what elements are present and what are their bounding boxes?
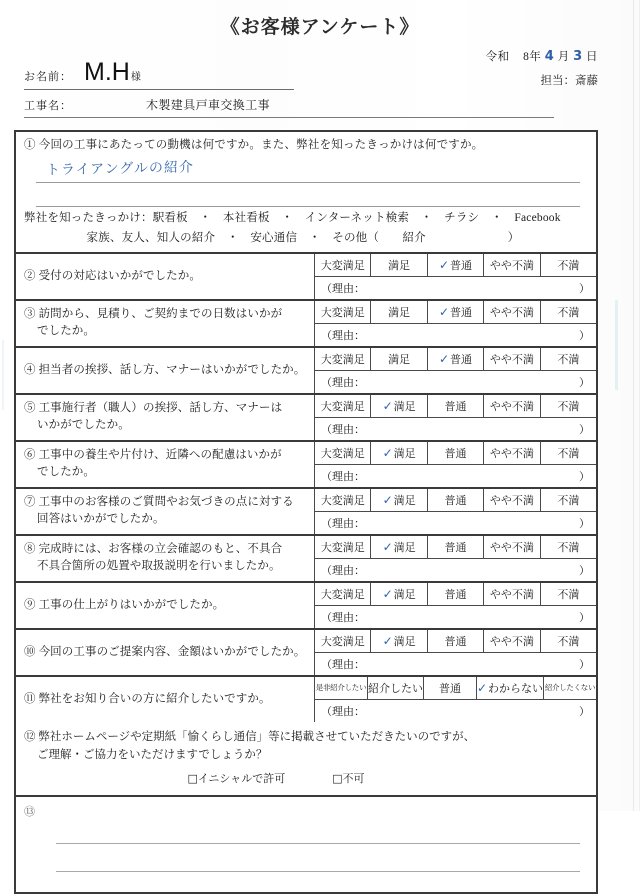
rating-option-1[interactable] [315, 301, 371, 323]
rating-option-5[interactable] [541, 395, 596, 417]
rating-option-label: 不満 [557, 588, 580, 601]
rating-question-④ [16, 348, 315, 393]
reason-close-paren: ） [579, 705, 590, 718]
rating-option-label: 紹介したい [367, 682, 423, 695]
rating-option-5[interactable] [541, 254, 596, 276]
rating-option-label: 大変満足 [320, 306, 365, 319]
answer-rule-1 [36, 182, 580, 183]
reason-close-paren: ） [579, 423, 590, 436]
reason-close-paren: ） [579, 376, 590, 389]
rating-row [16, 677, 596, 722]
rating-option-3[interactable] [428, 536, 484, 558]
referral-options-line-2: 家族、友人、知人の紹介 ・ 安心通信 ・ その他（ 紹介 ） [86, 231, 520, 244]
rating-option-label: 普通 [450, 306, 473, 319]
question-line-2: 不具合箇所の処置や取扱説明を行いましたか。 [37, 560, 281, 573]
rating-options-row [315, 301, 596, 324]
rating-row [16, 254, 596, 301]
rating-row [16, 348, 596, 395]
rating-option-3[interactable] [424, 677, 477, 699]
rating-option-2[interactable] [371, 536, 427, 558]
scan-edge-artifact [633, 0, 634, 811]
rating-options-group [315, 630, 596, 675]
rating-option-label: 普通 [444, 635, 467, 648]
rating-option-3[interactable] [428, 254, 484, 276]
question-13-block[interactable] [16, 797, 596, 892]
rating-option-4[interactable] [484, 583, 540, 605]
page-title: 《お客様アンケート》 [220, 17, 420, 38]
rating-option-label: 普通 [444, 447, 467, 460]
rating-option-2[interactable] [371, 442, 427, 464]
rating-option-1[interactable] [315, 536, 371, 558]
honorific-suffix: 様 [130, 72, 141, 83]
work-name-value: 木製建具戸車交換工事 [146, 98, 271, 112]
reason-field[interactable] [315, 418, 596, 440]
rating-option-4[interactable] [484, 301, 540, 323]
rating-question-③ [16, 301, 315, 346]
reason-close-paren: ） [579, 564, 590, 577]
question-12-line-1: ⑫ 弊社ホームページや定期紙「愉くらし通信」等に掲載させていただきたいのですが、 [24, 730, 476, 743]
rating-option-2[interactable] [371, 301, 427, 323]
question-13-rule-1 [56, 843, 580, 844]
reason-field[interactable] [315, 653, 596, 675]
rating-option-label: 紹介したくない [544, 683, 596, 693]
question-line-2: 回答はいかがでしたか。 [37, 513, 165, 526]
rating-option-label: やや不満 [489, 447, 534, 460]
rating-option-label: やや不満 [489, 541, 534, 554]
rating-options-row [315, 536, 596, 559]
question-line-1: ② 受付の対応はいかがでしたか。 [24, 269, 201, 282]
question-line-2: いかがでしたか。 [37, 419, 130, 432]
check-icon: ✓ [438, 257, 450, 272]
rating-option-1[interactable] [315, 348, 371, 370]
question-1-block [16, 132, 596, 254]
rating-option-4[interactable] [484, 395, 540, 417]
check-icon: ✓ [382, 539, 393, 554]
rating-option-label: やや不満 [489, 635, 534, 648]
check-icon: ✓ [476, 680, 488, 695]
rating-options-group [315, 395, 596, 440]
rating-question-⑨ [16, 583, 315, 628]
reason-close-paren: ） [579, 282, 590, 295]
rating-option-5[interactable] [541, 348, 596, 370]
rating-option-label: 大変満足 [320, 353, 365, 366]
rating-option-5[interactable] [544, 677, 596, 699]
question-line-1: ⑪ 弊社をお知り合いの方に紹介したいですか。 [24, 692, 271, 705]
rating-option-label: 不満 [557, 306, 580, 319]
rating-row [16, 536, 596, 583]
question-1-answer-area[interactable] [24, 156, 588, 208]
customer-name-row [24, 60, 324, 85]
rating-option-label: 大変満足 [320, 447, 365, 460]
rating-option-label: 大変満足 [320, 494, 365, 507]
rating-option-label: 満足 [388, 259, 411, 272]
rating-options-row [315, 348, 596, 371]
rating-row [16, 301, 596, 348]
date-line [486, 48, 598, 64]
reason-label: （理由： [321, 329, 365, 342]
question-line-2: でしたか。 [37, 466, 95, 479]
rating-option-2[interactable] [371, 583, 427, 605]
rating-option-label: 満足 [388, 353, 411, 366]
rating-options-row [315, 395, 596, 418]
rating-option-label: やや不満 [489, 353, 534, 366]
rating-option-2[interactable] [371, 489, 427, 511]
rating-option-label: 満足 [393, 541, 416, 554]
rating-option-label: やや不満 [489, 588, 534, 601]
date-day-handwritten: 3 [573, 49, 583, 64]
reason-close-paren: ） [579, 611, 590, 624]
rating-option-4[interactable] [484, 630, 540, 652]
rating-option-label: 不満 [557, 259, 580, 272]
check-icon: ✓ [382, 445, 393, 460]
rating-option-label: 満足 [393, 447, 416, 460]
question-line-1: ⑨ 工事の仕上がりはいかがでしたか。 [24, 598, 225, 611]
rating-option-1[interactable] [315, 489, 371, 511]
date-year: 8 [523, 51, 530, 63]
rating-option-3[interactable] [428, 301, 484, 323]
rating-option-2[interactable] [371, 348, 427, 370]
rating-options-row [315, 677, 596, 700]
rating-options-row [315, 583, 596, 606]
rating-option-2[interactable] [371, 630, 427, 652]
rating-row [16, 395, 596, 442]
reason-close-paren: ） [579, 658, 590, 671]
rating-option-label: 大変満足 [320, 635, 365, 648]
question-line-1: ⑥ 工事中の養生や片付け、近隣への配慮はいかが [24, 448, 282, 461]
rating-question-② [16, 254, 315, 299]
reason-label: （理由： [321, 470, 365, 483]
rating-option-1[interactable] [315, 395, 371, 417]
rating-option-label: 普通 [450, 353, 473, 366]
rating-question-⑦ [16, 489, 315, 534]
checkbox-not-permitted[interactable]: □不可 [332, 772, 365, 786]
question-1-handwritten-answer: トライアングルの紹介 [45, 158, 195, 179]
rating-option-3[interactable] [428, 395, 484, 417]
rating-option-label: 普通 [444, 588, 467, 601]
rating-option-5[interactable] [541, 301, 596, 323]
rating-option-1[interactable] [315, 254, 371, 276]
survey-form-box [14, 130, 598, 894]
rating-option-3[interactable] [428, 442, 484, 464]
question-line-1: ⑧ 完成時には、お客様の立会確認のもと、不具合 [24, 542, 283, 555]
reason-field[interactable] [315, 324, 596, 346]
reason-close-paren: ） [579, 517, 590, 530]
reason-field[interactable] [315, 465, 596, 487]
reason-label: （理由： [321, 705, 365, 718]
rating-option-label: 不満 [557, 400, 580, 413]
rating-question-⑩ [16, 630, 315, 675]
check-icon: ✓ [382, 398, 393, 413]
rating-option-5[interactable] [541, 630, 596, 652]
reason-field[interactable] [315, 277, 596, 299]
rating-option-1[interactable] [315, 630, 371, 652]
reason-label: （理由： [321, 376, 365, 389]
rating-options-row [315, 442, 596, 465]
rating-option-label: 不満 [557, 541, 580, 554]
reason-label: （理由： [321, 658, 365, 671]
rating-option-label: 大変満足 [320, 588, 365, 601]
rating-option-label: 満足 [393, 494, 416, 507]
rating-option-3[interactable] [428, 630, 484, 652]
reason-label: （理由： [321, 282, 365, 295]
rating-option-4[interactable] [477, 677, 544, 699]
rating-options-row [315, 254, 596, 277]
question-1-text: ① 今回の工事にあたっての動機は何ですか。また、弊社を知ったきっかけは何ですか。 [24, 139, 484, 151]
rating-option-label: 不満 [557, 635, 580, 648]
customer-name-label: お名前： [24, 71, 72, 83]
rating-row [16, 630, 596, 677]
rating-options-row [315, 489, 596, 512]
rating-option-3[interactable] [428, 348, 484, 370]
date-month-handwritten: 4 [544, 49, 555, 64]
rating-option-label: 是非紹介したい [315, 683, 367, 693]
year-unit: 年 [529, 51, 542, 63]
rating-row [16, 442, 596, 489]
rating-option-label: 大変満足 [320, 259, 365, 272]
question-13-rule-2 [56, 871, 580, 872]
rating-option-label: 普通 [444, 541, 467, 554]
reason-field[interactable] [315, 606, 596, 628]
rating-option-4[interactable] [484, 489, 540, 511]
question-1-options [24, 208, 588, 248]
rating-option-3[interactable] [428, 583, 484, 605]
name-underline [24, 89, 294, 90]
question-12-choices [24, 770, 588, 789]
rating-option-label: 普通 [444, 494, 467, 507]
checkbox-initial-permission[interactable]: □イニシャルで許可 [187, 772, 286, 786]
work-name-label: 工事名： [24, 100, 72, 112]
answer-rule-2 [36, 206, 580, 207]
rating-question-⑥ [16, 442, 315, 487]
question-line-1: ④ 担当者の挨拶、話し方、マナーはいかがでしたか。 [24, 363, 306, 376]
rating-option-1[interactable] [315, 442, 371, 464]
rating-option-label: 不満 [557, 353, 580, 366]
rating-question-⑧ [16, 536, 315, 581]
scan-tint-artifact [615, 300, 618, 390]
rating-options-group [315, 348, 596, 393]
reason-close-paren: ） [579, 470, 590, 483]
rating-options-group [315, 254, 596, 299]
rating-option-label: 大変満足 [320, 400, 365, 413]
rating-option-label: やや不満 [489, 259, 534, 272]
rating-option-1[interactable] [315, 583, 371, 605]
rating-option-2[interactable] [368, 677, 424, 699]
rating-option-2[interactable] [371, 395, 427, 417]
question-line-1: ⑩ 今回の工事のご提案内容、金額はいかがでしたか。 [24, 645, 306, 658]
reason-label: （理由： [321, 564, 365, 577]
question-12-line-2: ご理解・ご協力をいただけますでしょうか？ [37, 748, 268, 761]
rating-option-4[interactable] [484, 254, 540, 276]
rating-option-1[interactable] [315, 677, 368, 699]
rating-option-label: 普通 [444, 400, 467, 413]
question-12-block [16, 722, 596, 797]
rating-options-group [315, 489, 596, 534]
rating-option-label: 不満 [557, 494, 580, 507]
rating-option-4[interactable] [484, 348, 540, 370]
rating-option-label: 満足 [393, 635, 416, 648]
customer-name-value: M.H [84, 58, 130, 86]
month-unit: 月 [557, 51, 570, 63]
reason-label: （理由： [321, 517, 365, 530]
rating-options-row [315, 630, 596, 653]
question-line-1: ③ 訪問から、見積り、ご契約までの日数はいかが [24, 307, 283, 320]
rating-option-label: わからない [488, 682, 544, 695]
rating-options-group [315, 442, 596, 487]
rating-option-label: 満足 [393, 400, 416, 413]
rating-option-label: 普通 [450, 259, 473, 272]
reason-field[interactable] [315, 559, 596, 581]
reason-field[interactable] [315, 512, 596, 534]
rating-option-label: 普通 [438, 682, 461, 695]
reason-field[interactable] [315, 371, 596, 393]
rating-option-label: 大変満足 [320, 541, 365, 554]
question-line-2: でしたか。 [37, 325, 95, 338]
question-line-1: ⑦ 工事中のお客様のご質問やお気づきの点に対する [24, 495, 294, 508]
rating-option-label: 満足 [388, 306, 411, 319]
check-icon: ✓ [438, 351, 450, 366]
rating-option-5[interactable] [541, 536, 596, 558]
rating-option-label: 満足 [393, 588, 416, 601]
rating-row [16, 489, 596, 536]
rating-question-⑤ [16, 395, 315, 440]
rating-option-label: やや不満 [489, 306, 534, 319]
check-icon: ✓ [382, 492, 393, 507]
rating-option-5[interactable] [541, 442, 596, 464]
rating-option-4[interactable] [484, 536, 540, 558]
rating-option-label: やや不満 [489, 400, 534, 413]
check-icon: ✓ [382, 633, 393, 648]
rating-row [16, 583, 596, 630]
rating-option-2[interactable] [371, 254, 427, 276]
rating-options-group [315, 301, 596, 346]
rating-option-label: やや不満 [489, 494, 534, 507]
reason-label: （理由： [321, 423, 365, 436]
rating-options-group [315, 583, 596, 628]
question-line-1: ⑤ 工事施行者（職人）の挨拶、話し方、マナーは [24, 401, 283, 414]
check-icon: ✓ [438, 304, 450, 319]
check-icon: ✓ [382, 586, 393, 601]
scan-tint-artifact-left [2, 340, 4, 410]
rating-rows-container [16, 254, 596, 722]
reason-label: （理由： [321, 611, 365, 624]
rating-question-⑪ [16, 677, 315, 722]
work-underline [24, 117, 554, 118]
rating-options-group [315, 536, 596, 581]
work-name-row [24, 96, 354, 113]
era-label: 令和 [485, 51, 510, 63]
reason-close-paren: ） [579, 329, 590, 342]
referral-options-line-1: 弊社を知ったきっかけ：駅看板 ・ 本社看板 ・ インターネット検索 ・ チラシ ・ Facebook [24, 211, 561, 224]
day-unit: 日 [586, 51, 598, 63]
rating-option-label: 不満 [557, 447, 580, 460]
rating-option-3[interactable] [428, 489, 484, 511]
rating-option-4[interactable] [484, 442, 540, 464]
rating-option-5[interactable] [541, 583, 596, 605]
rating-options-group [315, 677, 596, 722]
rating-option-5[interactable] [541, 489, 596, 511]
staff-in-charge: 担当：斎藤 [540, 75, 598, 87]
question-13-number: ⑬ [24, 806, 35, 819]
reason-field[interactable] [315, 700, 596, 722]
